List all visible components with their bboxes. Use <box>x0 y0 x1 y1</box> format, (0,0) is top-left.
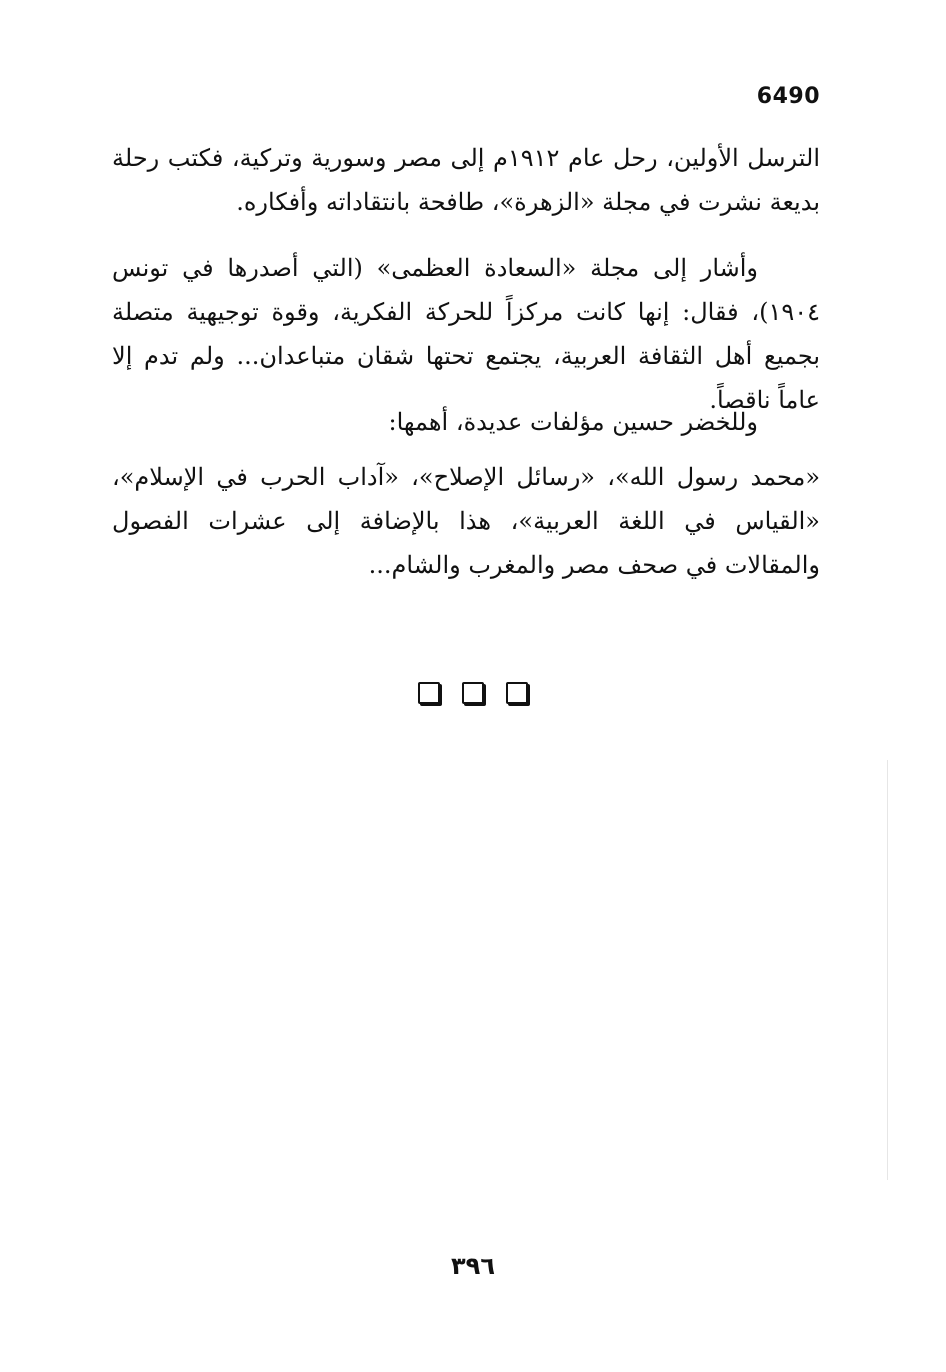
top-reference-number: 6490 <box>756 84 820 109</box>
square-ornament-icon <box>462 682 484 704</box>
paragraph-2 <box>112 246 820 422</box>
paragraph-text: الترسل الأولين، رحل عام ١٩١٢م إلى مصر وسورية وتركية، فكتب رحلة بديعة نشرت في مجلة «الزهرة»، طافحة بانتقاداته وأفكاره. <box>112 144 821 216</box>
paragraph-text: «محمد رسول الله»، «رسائل الإصلاح»، «آداب الحرب في الإسلام»، «القياس في اللغة العربية»، هذا بالإضافة إلى عشرات الفصول والمقالات في صحف مصر والمغرب والشام... <box>112 463 820 579</box>
paragraph-3 <box>112 400 820 444</box>
scan-artifact-line <box>887 760 888 1180</box>
paragraph-text: وأشار إلى مجلة «السعادة العظمى» (التي أصدرها في تونس ١٩٠٤)، فقال: إنها كانت مركزاً للحركة الفكرية، وقوة توجيهية متصلة بجميع أهل الثقافة العربية، يجتمع تحتها شقان متباعدان... ولم تدم إلا عاماً ناقصاً. <box>112 254 820 414</box>
paragraph-text: وللخضر حسين مؤلفات عديدة، أهمها: <box>388 408 758 436</box>
section-end-ornament <box>418 682 528 708</box>
page-number: ٣٩٦ <box>451 1252 495 1280</box>
paragraph-4 <box>112 455 820 587</box>
paragraph-1 <box>112 136 820 224</box>
square-ornament-icon <box>418 682 440 704</box>
square-ornament-icon <box>506 682 528 704</box>
